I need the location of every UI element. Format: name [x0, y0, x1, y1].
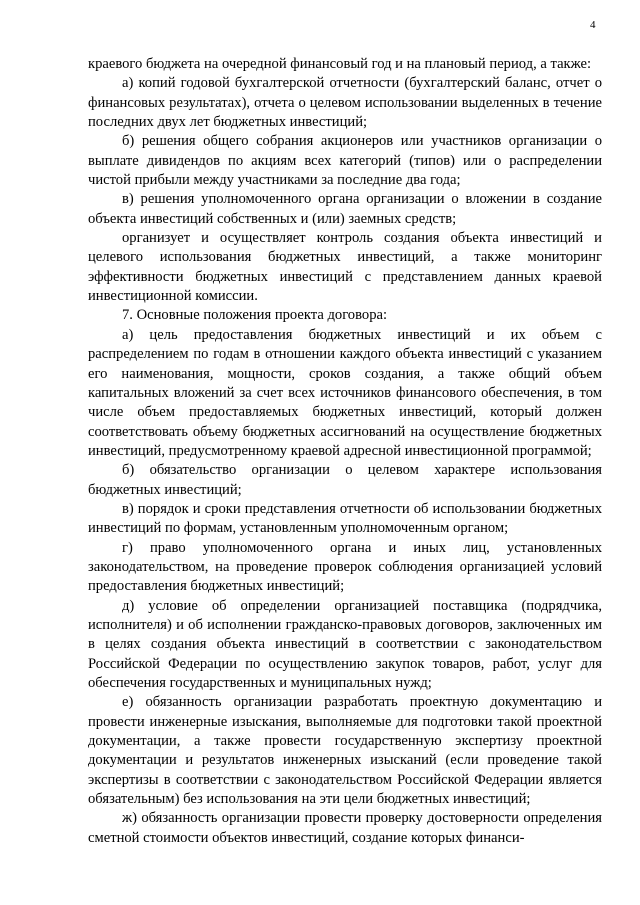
paragraph-item-a-accounting: а) копий годовой бухгалтерской отчетности (бухгалтерский баланс, отчет о финансовых результатах), отчета о целевом использовании выделенных в течение последних двух лет бюджетных инвестиций;: [88, 75, 602, 131]
page-number: 4: [590, 19, 596, 31]
paragraph-monitoring: организует и осуществляет контроль создания объекта инвестиций и целевого использования бюджетных инвестиций, а также мониторинг эффективности бюджетных инвестиций с представлением данных краевой инвестиционной комиссии.: [88, 230, 602, 305]
paragraph-budget-continuation: краевого бюджета на очередной финансовый год и на плановый период, а также:: [88, 56, 592, 72]
paragraph-contract-item-g: г) право уполномоченного органа и иных лиц, установленных законодательством, на проведение проверок соблюдения организацией условий предоставления бюджетных инвестиций;: [88, 539, 602, 595]
paragraph-contract-item-v: в) порядок и сроки представления отчетности об использовании бюджетных инвестиций по формам, установленным уполномоченным органом;: [88, 500, 602, 537]
paragraph-contract-item-a: а) цель предоставления бюджетных инвестиций и их объем с распределением по годам в отношении каждого объекта инвестиций с указанием его наименования, мощности, сроков создания, а также общий объем капитальных вложений за счет всех источников финансового обеспечения, в том числе объем предоставляемых бюджетных инвестиций, который должен соответствовать объему бюджетных ассигнований на осуществление бюджетных инвестиций, предусмотренному краевой адресной инвестиционной программой;: [88, 326, 602, 459]
paragraph-contract-item-e: е) обязанность организации разработать проектную документацию и провести инженерные изыскания, выполняемые для подготовки такой проектной документации, а также провести государственную экспертизу проектной документации и результатов инженерных изысканий (если проведение такой экспертизы в соответствии с законодательством Российской Федерации является обязательным) без использования на эти цели бюджетных инвестиций;: [88, 694, 602, 808]
paragraph-contract-item-zh: ж) обязанность организации провести проверку достоверности определения сметной стоимости объектов инвестиций, создание которых финанси-: [88, 810, 602, 846]
section-7-heading: 7. Основные положения проекта договора:: [122, 307, 388, 324]
paragraph-item-b-dividends: б) решения общего собрания акционеров или участников организации о выплате дивидендов по акциям всех категорий (типов) или о распределении чистой прибыли между участниками за последние два года;: [88, 133, 602, 189]
paragraph-item-v-decision: в) решения уполномоченного органа организации о вложении в создание объекта инвестиций собственных и (или) заемных средств;: [88, 191, 602, 227]
paragraph-contract-item-b: б) обязательство организации о целевом характере использования бюджетных инвестиций;: [88, 462, 602, 498]
paragraph-contract-item-d: д) условие об определении организацией поставщика (подрядчика, исполнителя) и об исполнении гражданско-правовых договоров, заключенных им в целях создания объекта инвестиций в соответствии с законодательством Российской Федерации по осуществлению закупок товаров, работ, услуг для обеспечения государственных и муниципальных нужд;: [88, 597, 602, 691]
document-body: [88, 55, 602, 848]
